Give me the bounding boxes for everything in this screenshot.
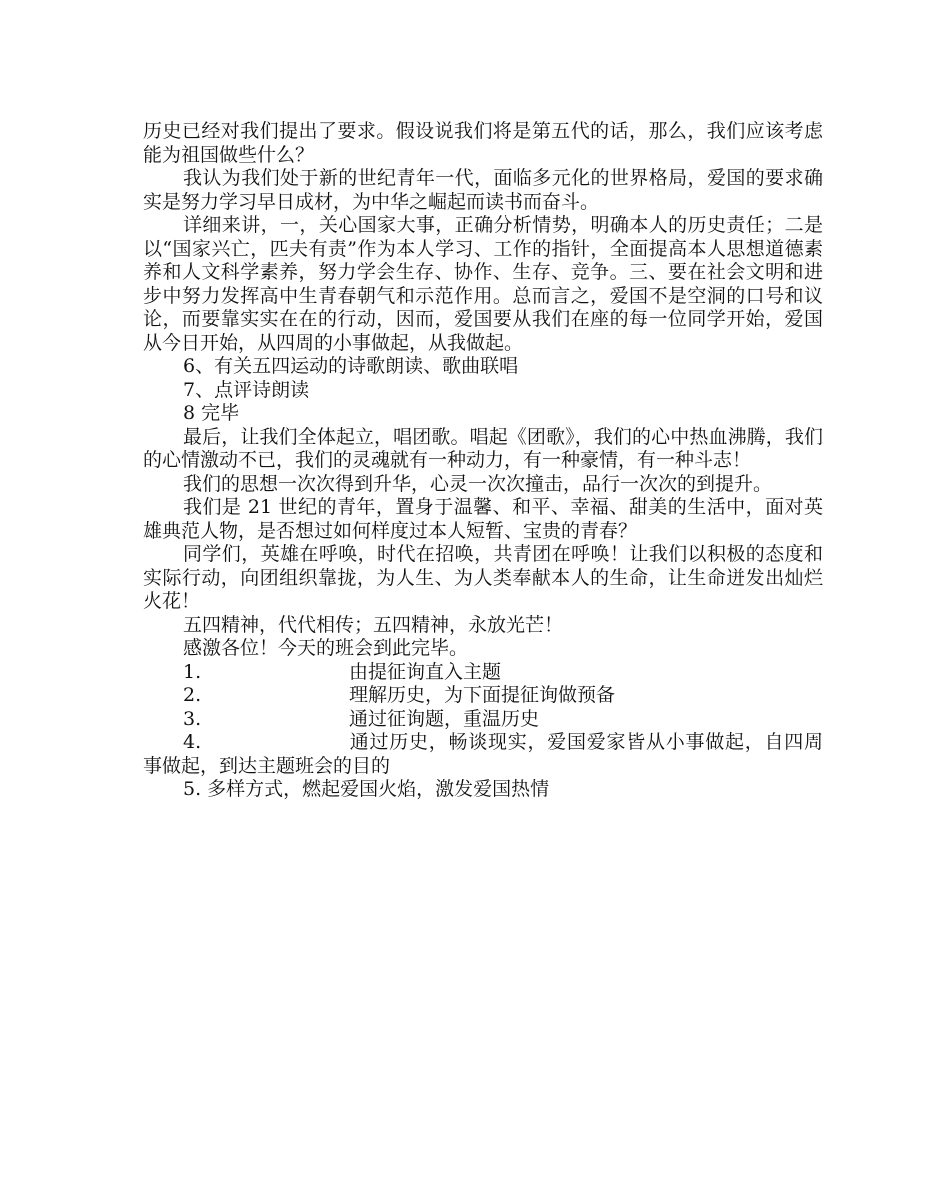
numbered-item xyxy=(143,708,823,732)
numbered-item xyxy=(143,731,823,778)
paragraph-item-6: 6、有关五四运动的诗歌朗读、歌曲联唱 xyxy=(183,355,519,377)
numbered-item-text: 由提征询直入主题 xyxy=(349,660,502,683)
paragraph-item-7: 7、点评诗朗读 xyxy=(183,378,310,401)
paragraph-item-5: 5. 多样方式，燃起爱国火焰，激发爱国热情 xyxy=(183,778,550,800)
numbered-item-number: 3. xyxy=(183,707,202,730)
paragraph-new-century-youth: 我认为我们处于新的世纪青年一代，面临多元化的世界格局，爱国的要求确实是努力学习早日成材，为中华之崛起而读书而奋斗。 xyxy=(143,167,823,213)
paragraph-thanks: 感激各位！今天的班会到此完毕。 xyxy=(183,637,469,659)
paragraph-item-8: 8 完毕 xyxy=(183,402,240,424)
numbered-item-text: 通过征询题，重温历史 xyxy=(349,707,540,730)
paragraph-history-requirement: 历史已经对我们提出了要求。假设说我们将是第五代的话，那么，我们应该考虑能为祖国做些什么？ xyxy=(143,120,823,166)
numbered-item-number: 2. xyxy=(183,684,202,706)
paragraph-call-to-action: 同学们，英雄在呼唤，时代在招唤，共青团在呼唤！让我们以积极的态度和实际行动，向团组织靠拢，为人生、为人类奉献本人的生命，让生命迸发出灿烂火花！ xyxy=(143,543,823,612)
paragraph-sing-anthem: 最后，让我们全体起立，唱团歌。唱起《团歌》，我们的心中热血沸腾，我们的心情激动不已，我们的灵魂就有一种动力，有一种豪情，有一种斗志！ xyxy=(143,425,823,471)
numbered-item xyxy=(143,661,823,685)
document-body xyxy=(143,120,823,802)
numbered-item-text: 通过历史，畅谈现实，爱国爱家皆从小事做起，自四周事做起，到达主题班会的目的 xyxy=(143,731,823,777)
paragraph-detailed-points: 详细来讲，一，关心国家大事，正确分析情势，明确本人的历史责任；二是以“国家兴亡，匹夫有责”作为本人学习、工作的指针，全面提高本人思想道德素养和人文科学素养，努力学会生存、协作、生存、竞争。三、要在社会文明和进步中努力发挥高中生青春朝气和示范作用。总而言之，爱国不是空洞的口号和议论，而要靠实实在在的行动，因而，爱国要从我们在座的每一位同学开始，爱国从今日开始，从四周的小事做起，从我做起。 xyxy=(143,214,823,354)
paragraph-may-fourth-spirit: 五四精神，代代相传；五四精神，永放光芒！ xyxy=(183,613,564,636)
numbered-item-number: 1. xyxy=(183,660,202,683)
paragraph-21st-century-youth: 我们是 21 世纪的青年，置身于温馨、和平、幸福、甜美的生活中，面对英雄典范人物，是否想过如何样度过本人短暂、宝贵的青春？ xyxy=(143,496,823,542)
numbered-item-number: 4. xyxy=(183,731,202,753)
numbered-item xyxy=(143,684,823,708)
paragraph-thought-uplift: 我们的思想一次次得到升华，心灵一次次撞击，品行一次次的到提升。 xyxy=(183,472,773,495)
numbered-item-text: 理解历史，为下面提征询做预备 xyxy=(349,684,616,706)
